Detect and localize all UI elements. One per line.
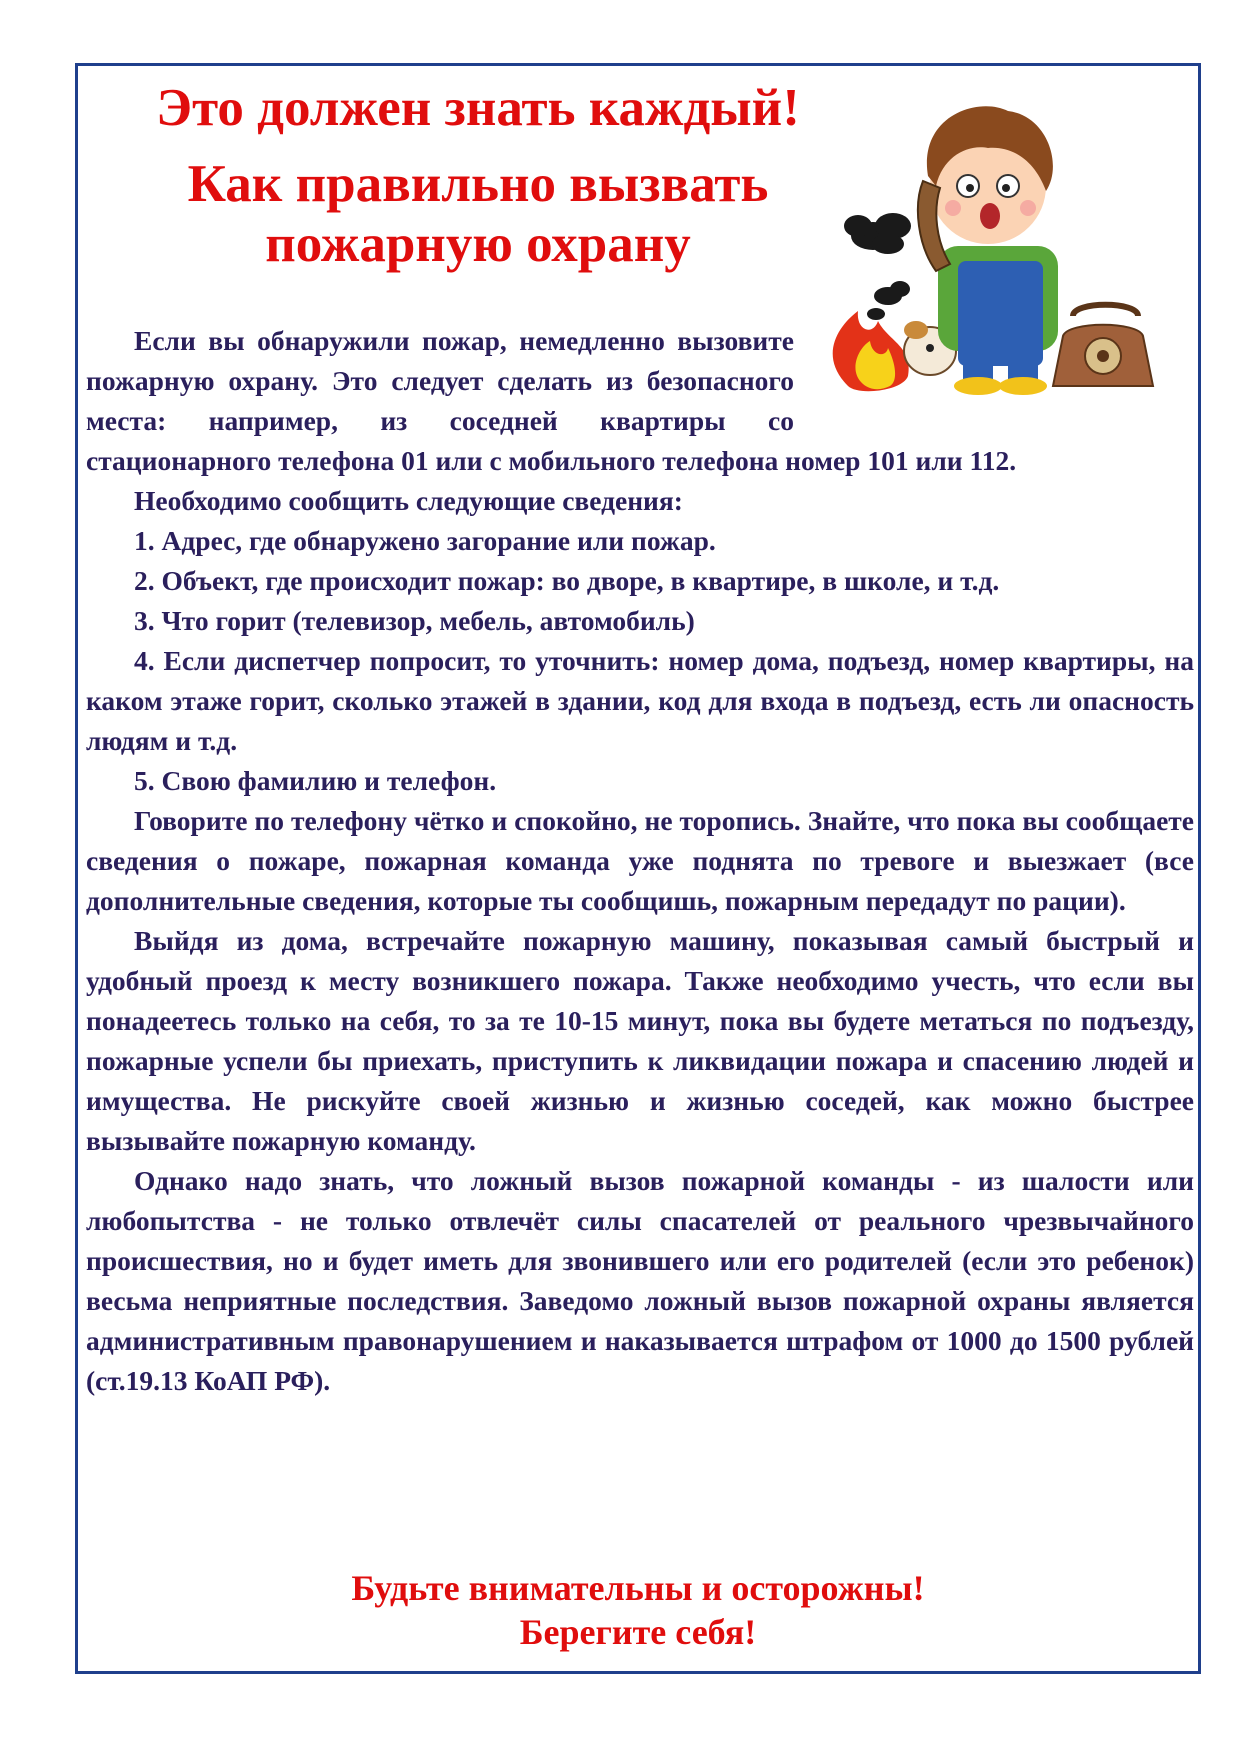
closing-line-1: Будьте внимательны и осторожны! [351, 1568, 925, 1608]
page-subtitle [78, 154, 878, 274]
smoke-icon [844, 213, 911, 320]
closing-line-2: Берегите себя! [519, 1612, 757, 1652]
intro-paragraph: Если вы обнаружили пожар, немедленно вызовите пожарную охрану. Это следует сделать из безопасного места: например, из соседней квартиры со стационарного телефона 01 или с мобильного телефона номер 101 или 112. [86, 325, 1017, 476]
page-frame [75, 63, 1201, 1674]
list-item: 3. Что горит (телевизор, мебель, автомобиль) [134, 605, 695, 636]
meet-paragraph: Выйдя из дома, встречайте пожарную машину, показывая самый быстрый и удобный проезд к месту возникшего пожара. Также необходимо учесть, что если вы понадеетесь только на себя, то за те 10-15 минут, пока вы будете метаться по подъезду, пожарные успели бы приехать, приступить к ликвидации пожара и спасению людей и имущества. Не рискуйте своей жизнью и жизнью соседей, как можно быстрее вызывайте пожарную команду. [86, 925, 1194, 1156]
list-item: 1. Адрес, где обнаружено загорание или пожар. [134, 525, 716, 556]
list-item: 2. Объект, где происходит пожар: во дворе, в квартире, в школе, и т.д. [134, 565, 1000, 596]
speak-paragraph: Говорите по телефону чётко и спокойно, не торопись. Знайте, что пока вы сообщаете сведения о пожаре, пожарная команда уже поднята по тревоге и выезжает (все дополнительные сведения, которые ты сообщишь, пожарным передадут по рации). [86, 805, 1194, 916]
page-title: Это должен знать каждый! [156, 79, 800, 137]
list-item-5: 5. Свою фамилию и телефон. [134, 765, 497, 796]
closing-message [78, 1566, 1198, 1654]
subtitle-line-2: пожарную охрану [265, 215, 691, 273]
info-header: Необходимо сообщить следующие сведения: [134, 485, 683, 516]
illustration-spacer [794, 321, 1194, 434]
subtitle-line-1: Как правильно вызвать [187, 155, 769, 213]
article-body [86, 321, 1194, 1401]
false-call-paragraph: Однако надо знать, что ложный вызов пожарной команды - из шалости или любопытства - не только отвлечёт силы спасателей от реального чрезвычайного происшествия, но и будет иметь для звонившего или его родителей (если это ребенок) весьма неприятные последствия. Заведомо ложный вызов пожарной охраны является административным правонарушением и наказывается штрафом от 1000 до 1500 рублей (ст.19.13 КоАП РФ). [86, 1165, 1194, 1396]
list-item-4: 4. Если диспетчер попросит, то уточнить: номер дома, подъезд, номер квартиры, на каком этаже горит, сколько этажей в здании, код для входа в подъезд, есть ли опасность людям и т.д. [86, 645, 1194, 756]
